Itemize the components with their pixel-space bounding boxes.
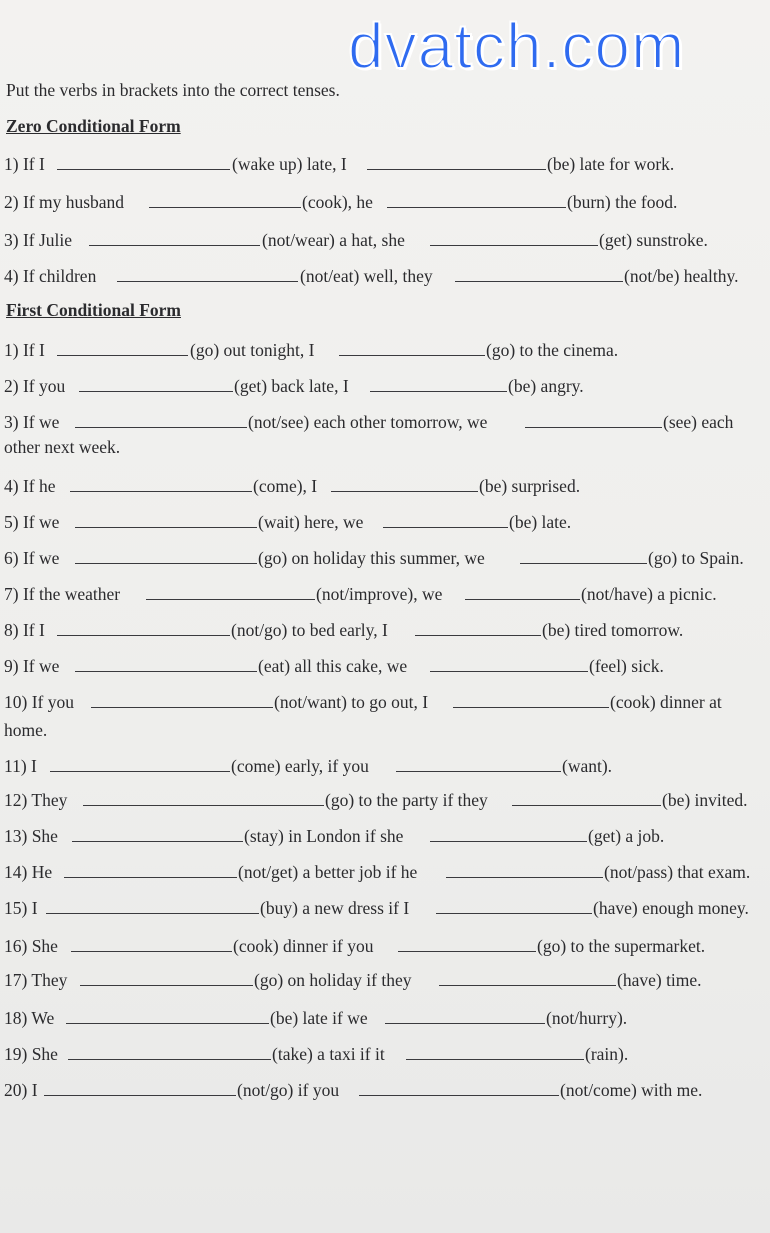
verb-hint-end: (go) to the supermarket. xyxy=(537,936,706,956)
first-item-16 xyxy=(4,934,770,958)
verb-hint: (not/want) to go out, I xyxy=(274,692,429,712)
answer-blank[interactable] xyxy=(359,1095,559,1096)
answer-blank[interactable] xyxy=(430,671,588,672)
answer-blank[interactable] xyxy=(512,805,661,806)
answer-blank[interactable] xyxy=(436,913,592,914)
item-prefix: 3) If we xyxy=(4,412,60,432)
first-item-19 xyxy=(4,1042,770,1066)
first-item-6 xyxy=(4,546,770,570)
verb-hint: (go) on holiday if they xyxy=(254,970,412,990)
verb-hint: (not/improve), we xyxy=(316,584,443,604)
verb-hint: (cook) dinner if you xyxy=(233,936,374,956)
answer-blank[interactable] xyxy=(44,1095,236,1096)
verb-hint: (not/go) to bed early, I xyxy=(231,620,388,640)
answer-blank[interactable] xyxy=(75,563,257,564)
item-prefix: 4) If children xyxy=(4,266,97,286)
verb-hint-end: (cook) dinner at xyxy=(610,692,722,712)
verb-hint: (buy) a new dress if I xyxy=(260,898,410,918)
answer-blank[interactable] xyxy=(46,913,259,914)
answer-blank[interactable] xyxy=(79,391,233,392)
item-continuation: other next week. xyxy=(4,437,121,457)
first-item-11 xyxy=(4,754,770,778)
first-conditional-heading: First Conditional Form xyxy=(6,300,181,320)
answer-blank[interactable] xyxy=(66,1023,269,1024)
verb-hint-end: (be) angry. xyxy=(508,376,584,396)
answer-blank[interactable] xyxy=(75,527,257,528)
item-prefix: 1) If I xyxy=(4,154,45,174)
verb-hint-end: (burn) the food. xyxy=(567,192,678,212)
zero-item-4 xyxy=(4,264,770,288)
watermark-logo: dvatch.com xyxy=(348,10,686,82)
zero-conditional-heading: Zero Conditional Form xyxy=(6,116,181,136)
answer-blank[interactable] xyxy=(117,281,298,282)
verb-hint-end: (have) enough money. xyxy=(593,898,749,918)
answer-blank[interactable] xyxy=(367,169,546,170)
zero-item-2 xyxy=(4,190,770,214)
answer-blank[interactable] xyxy=(465,599,580,600)
verb-hint-end: (feel) sick. xyxy=(589,656,664,676)
first-item-5 xyxy=(4,510,770,534)
answer-blank[interactable] xyxy=(455,281,623,282)
item-prefix: 19) She xyxy=(4,1044,58,1064)
first-item-4 xyxy=(4,474,770,498)
item-prefix: 9) If we xyxy=(4,656,60,676)
answer-blank[interactable] xyxy=(430,245,598,246)
item-prefix: 11) I xyxy=(4,756,37,776)
first-item-8 xyxy=(4,618,770,642)
answer-blank[interactable] xyxy=(80,985,253,986)
verb-hint-end: (get) a job. xyxy=(588,826,665,846)
answer-blank[interactable] xyxy=(385,1023,545,1024)
verb-hint-end: (see) each xyxy=(663,412,734,432)
answer-blank[interactable] xyxy=(331,491,478,492)
verb-hint: (not/go) if you xyxy=(237,1080,340,1100)
first-item-14 xyxy=(4,860,770,884)
first-item-9 xyxy=(4,654,770,678)
first-item-15 xyxy=(4,896,770,920)
first-item-13 xyxy=(4,824,770,848)
answer-blank[interactable] xyxy=(339,355,485,356)
verb-hint: (go) out tonight, I xyxy=(190,340,315,360)
first-item-18 xyxy=(4,1006,770,1030)
answer-blank[interactable] xyxy=(89,245,260,246)
verb-hint: (eat) all this cake, we xyxy=(258,656,408,676)
answer-blank[interactable] xyxy=(370,391,507,392)
answer-blank[interactable] xyxy=(91,707,273,708)
item-prefix: 18) We xyxy=(4,1008,55,1028)
verb-hint: (be) late if we xyxy=(270,1008,368,1028)
answer-blank[interactable] xyxy=(453,707,609,708)
verb-hint: (wait) here, we xyxy=(258,512,364,532)
item-prefix: 10) If you xyxy=(4,692,74,712)
verb-hint: (stay) in London if she xyxy=(244,826,404,846)
first-item-12 xyxy=(4,788,770,812)
item-prefix: 17) They xyxy=(4,970,68,990)
verb-hint-end: (not/have) a picnic. xyxy=(581,584,717,604)
verb-hint: (not/eat) well, they xyxy=(300,266,433,286)
verb-hint-end: (be) late for work. xyxy=(547,154,675,174)
verb-hint-end: (go) to the cinema. xyxy=(486,340,619,360)
verb-hint-end: (want). xyxy=(562,756,613,776)
answer-blank[interactable] xyxy=(57,635,230,636)
answer-blank[interactable] xyxy=(83,805,324,806)
item-prefix: 13) She xyxy=(4,826,58,846)
item-prefix: 8) If I xyxy=(4,620,45,640)
item-prefix: 1) If I xyxy=(4,340,45,360)
answer-blank[interactable] xyxy=(71,951,232,952)
answer-blank[interactable] xyxy=(50,771,230,772)
first-item-20 xyxy=(4,1078,770,1102)
item-prefix: 14) He xyxy=(4,862,53,882)
item-prefix: 6) If we xyxy=(4,548,60,568)
answer-blank[interactable] xyxy=(520,563,647,564)
verb-hint: (cook), he xyxy=(302,192,373,212)
verb-hint: (go) to the party if they xyxy=(325,790,488,810)
verb-hint-end: (be) late. xyxy=(509,512,572,532)
first-item-1 xyxy=(4,338,770,362)
instructions: Put the verbs in brackets into the correct tenses. xyxy=(6,80,340,100)
answer-blank[interactable] xyxy=(439,985,616,986)
item-prefix: 12) They xyxy=(4,790,68,810)
answer-blank[interactable] xyxy=(75,671,257,672)
verb-hint-end: (go) to Spain. xyxy=(648,548,744,568)
answer-blank[interactable] xyxy=(72,841,243,842)
verb-hint-end: (be) surprised. xyxy=(479,476,581,496)
verb-hint-end: (be) tired tomorrow. xyxy=(542,620,684,640)
verb-hint: (go) on holiday this summer, we xyxy=(258,548,485,568)
item-prefix: 3) If Julie xyxy=(4,230,73,250)
zero-item-1 xyxy=(4,152,770,176)
first-item-3 xyxy=(4,410,770,434)
answer-blank[interactable] xyxy=(146,599,315,600)
item-prefix: 2) If my husband xyxy=(4,192,125,212)
item-prefix: 20) I xyxy=(4,1080,38,1100)
verb-hint-end: (not/hurry). xyxy=(546,1008,628,1028)
answer-blank[interactable] xyxy=(525,427,662,428)
answer-blank[interactable] xyxy=(430,841,587,842)
answer-blank[interactable] xyxy=(398,951,536,952)
verb-hint: (not/wear) a hat, she xyxy=(262,230,405,250)
answer-blank[interactable] xyxy=(57,355,188,356)
answer-blank[interactable] xyxy=(396,771,561,772)
answer-blank[interactable] xyxy=(68,1059,271,1060)
verb-hint-end: (be) invited. xyxy=(662,790,748,810)
item-continuation: home. xyxy=(4,720,48,740)
answer-blank[interactable] xyxy=(387,207,566,208)
item-prefix: 4) If he xyxy=(4,476,56,496)
verb-hint-end: (not/be) healthy. xyxy=(624,266,739,286)
answer-blank[interactable] xyxy=(57,169,230,170)
answer-blank[interactable] xyxy=(383,527,508,528)
verb-hint-end: (rain). xyxy=(585,1044,629,1064)
answer-blank[interactable] xyxy=(415,635,541,636)
answer-blank[interactable] xyxy=(406,1059,584,1060)
item-prefix: 16) She xyxy=(4,936,58,956)
answer-blank[interactable] xyxy=(64,877,237,878)
verb-hint: (come) early, if you xyxy=(231,756,369,776)
verb-hint: (wake up) late, I xyxy=(232,154,347,174)
item-prefix: 7) If the weather xyxy=(4,584,121,604)
item-prefix: 15) I xyxy=(4,898,38,918)
verb-hint: (not/get) a better job if he xyxy=(238,862,418,882)
verb-hint: (come), I xyxy=(253,476,318,496)
first-item-17 xyxy=(4,968,770,992)
first-item-7 xyxy=(4,582,770,606)
verb-hint-end: (get) sunstroke. xyxy=(599,230,708,250)
item-prefix: 5) If we xyxy=(4,512,60,532)
verb-hint-end: (have) time. xyxy=(617,970,702,990)
verb-hint-end: (not/pass) that exam. xyxy=(604,862,751,882)
answer-blank[interactable] xyxy=(75,427,247,428)
verb-hint: (get) back late, I xyxy=(234,376,349,396)
verb-hint-end: (not/come) with me. xyxy=(560,1080,703,1100)
verb-hint: (not/see) each other tomorrow, we xyxy=(248,412,488,432)
answer-blank[interactable] xyxy=(149,207,301,208)
item-prefix: 2) If you xyxy=(4,376,66,396)
first-item-10 xyxy=(4,690,770,714)
answer-blank[interactable] xyxy=(70,491,252,492)
zero-item-3 xyxy=(4,228,770,252)
verb-hint: (take) a taxi if it xyxy=(272,1044,385,1064)
answer-blank[interactable] xyxy=(446,877,603,878)
first-item-2 xyxy=(4,374,770,398)
